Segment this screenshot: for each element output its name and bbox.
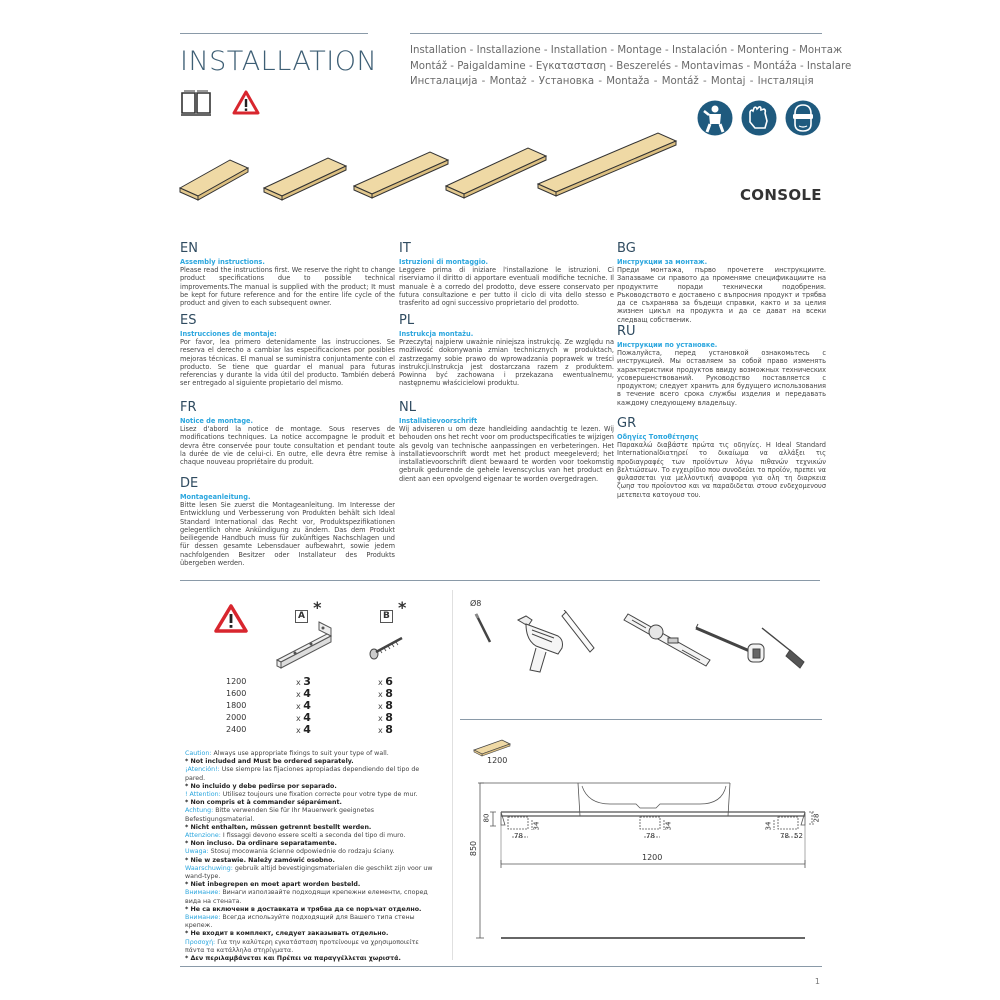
section-gr (617, 417, 826, 499)
times-sign: x (296, 702, 301, 711)
section-body: Przeczytaj najpierw uważnie niniejsza instrukcję. Ze względu na możliwość dokonywania zmian technicznych w produktach, zastrzegamy sobie prawo do wprowadzania poprawek w treści instrukcji.Instrukcja jest dostarczana razem z produktem. Powinna być zachowana i przekazana ewentualnemu, następnemu właścicielowi produktu. (399, 338, 614, 388)
section-body: Wij adviseren u om deze handleiding aandachtig te lezen. Wij behouden ons het recht voor om productspecificaties te wijzigen als gevolg van technische aanpassingen en verbeteringen. Het installatievoorschrift wordt met het product meegeleverd; het installatievoorschrift dient bewaard te worden voor toekomstig gebruik gedurende de gehele levenscyclus van het product en dient aan een opvolgend eigenaar te worden overgedragen. (399, 425, 614, 483)
drill-bit-size: Ø8 (470, 599, 482, 608)
caution-item-it: Attenzione: I fissaggi devono essere scelti a seconda del tipo di muro. * Non incluso. Da ordinare separatamente. (185, 832, 406, 848)
caution-item-ru: Внимание: Всегда используйте подходящий для Вашего типа стены крепеж. * Не входит в комплект, следует заказывать отдельно. (185, 914, 415, 938)
top-rule-left (180, 33, 368, 34)
drill-icon (518, 616, 563, 672)
caution-item-bg: Внимание: Винаги използвайте подходящи крепежни елементи, според вида на стената. * Не са включени в доставката и трябва да се поръчат отделно. (185, 889, 428, 913)
language-line-2: Montáž - Paigaldamine - Εγκατασταση - Beszerelés - Montavimas - Montáža - Instalare (410, 60, 852, 72)
dim-bracket-width-3: 78 (780, 832, 789, 840)
section-heading: Notice de montage. (180, 417, 254, 425)
section-code: RU (617, 324, 636, 339)
caution-item-gr: Προσοχή: Για την καλύτερη εγκατάσταση προτείνουμε να χρησιμοποιείτε πάντα τα κατάλληλα στηρίγματα. * Δεν περιλαμβάνεται και Πρέπει να παραγγέλλεται χωριστά. (185, 938, 419, 963)
warning-icon (232, 90, 260, 120)
tools-rule (460, 719, 822, 720)
not-included-mark: * (313, 598, 322, 617)
page-number: 1 (814, 977, 820, 986)
section-fr (180, 401, 395, 466)
section-it (399, 242, 614, 307)
part-a-letter: A (295, 610, 308, 623)
section-code: NL (399, 400, 416, 415)
shelf-variants-illustration (178, 130, 678, 214)
size-row: 2000 (226, 713, 247, 722)
technical-drawing (460, 780, 830, 954)
section-code: BG (617, 241, 636, 256)
dim-shelf-thickness: 80 (482, 813, 491, 823)
dim-bracket-offset-1: 34 (532, 821, 541, 831)
page-title: INSTALLATION (180, 46, 378, 77)
section-code: DE (180, 476, 199, 491)
quantity-b (378, 676, 393, 736)
safety-glasses-icon (785, 100, 821, 140)
section-body: Пожалуйста, перед установкой ознакомьтесь с инструкцией. Мы оставляем за собой право изменять характеристики продуктов ввиду возможных технических усовершенствований. Руководство поставляется с продуктом; следует хранить для будущего использования в течение всего срока службы изделия и передавать каждому следующему владельцу. (617, 349, 826, 407)
caution-item-pl: Uwaga: Stosuj mocowania ścienne odpowiednie do rodzaju ściany. * Nie w zestawie. Należy zamówić osobno. (185, 848, 395, 864)
tape-measure-icon (696, 624, 764, 662)
part-b-label (380, 598, 407, 623)
size-row: 1600 (226, 689, 247, 698)
section-heading: Instrucciones de montaje: (180, 330, 277, 338)
quantity-a (296, 676, 311, 736)
times-sign: x (296, 714, 301, 723)
times-sign: x (378, 690, 383, 699)
section-de (180, 477, 395, 567)
middle-rule (180, 580, 820, 581)
parts-warning-icon (214, 604, 248, 638)
caution-item-en: Caution: Always use appropriate fixings to suit your type of wall. * Not included and Must be ordered separately. (185, 750, 389, 766)
dim-right-height: 28 (812, 813, 821, 823)
pencil-icon (562, 610, 594, 652)
qty-b-value: 8 (385, 699, 393, 712)
section-code: GR (617, 416, 637, 431)
size-row: 2400 (226, 725, 247, 734)
section-code: IT (399, 241, 411, 256)
section-ru (617, 325, 826, 407)
caution-item-es: ¡Atención!: Use siempre las fijaciones apropiadas dependiendo del tipo de pared. * No incluido y debe pedirse por separado. (185, 766, 420, 790)
section-body: Παρακαλώ διαβάστε πρώτα τις οδηγίες. Η Ideal Standard Internationalδιατηρεί το δικαίωμα να αλλάξει τις προδιαγραφές των προϊόντων λόγω πιθανών τεχνικών βελτιώσεων. Το εγχειρίδιο που συνοδεύει το προϊόν, πρεπει να φυλασσεται για μελλοντική αναφορα για ολη τη διαρκεια ζωησ του προϊοντοσ και να παραδιδεται στουσ ενδεχομενουσ μετεπειτα κατογουσ του. (617, 441, 826, 499)
dim-total-width: 1200 (642, 853, 663, 862)
section-body: Please read the instructions first. We reserve the right to change product specifications due to possible technical improvements.The manual is supplied with the product; It must be kept for future reference and for the entire life cycle of the product and given to each subsequent owner. (180, 266, 395, 308)
section-heading: Οδηγίες Τοποθέτησης (617, 433, 699, 441)
section-pl (399, 314, 614, 388)
dim-bracket-offset-2: 34 (664, 821, 673, 831)
section-heading: Инструкции по установке. (617, 341, 718, 349)
section-body: Leggere prima di iniziare l'installazione le istruzioni. Ci riserviamo il diritto di apportare eventuali modifiche tecniche. Il manuale è a corredo del prodotto, deve essere conservato per futura consultazione e per tutto il ciclo di vita dello stesso e trasferito ad ogni successivo proprietario del prodotto. (399, 266, 614, 308)
dim-bracket-width-1: 78 (514, 832, 523, 840)
section-heading: Инструкции за монтаж. (617, 258, 708, 266)
part-b-letter: B (380, 610, 393, 623)
gloves-icon (741, 100, 777, 140)
section-body: Por favor, lea primero detenidamente las instrucciones. Se reserva el derecho a cambiar las especificaciones por posibles mejoras técnicas. El manual se suministra conjuntamente con el producto. Se tiene que guardar el manual para futuras referencias y durante la vida útil del producto. También deberá ser entregado al siguiente propietario del mismo. (180, 338, 395, 388)
bottom-rule (180, 966, 822, 967)
qty-a-value: 4 (303, 723, 311, 736)
section-code: PL (399, 313, 415, 328)
times-sign: x (296, 678, 301, 687)
times-sign: x (378, 702, 383, 711)
size-row: 1200 (226, 677, 247, 686)
section-code: ES (180, 313, 197, 328)
section-body: Lisez d'abord la notice de montage. Sous reserves de modifications techniques. La notice accompagne le produit et devra être conservée pour toute consultation et pendant toute la durée de vie de celui-ci. En outre, elle devra être remise à chaque nouveau propriétaire du produit. (180, 425, 395, 467)
product-name: CONSOLE (740, 186, 822, 204)
section-bg (617, 242, 826, 324)
screw-icon (368, 636, 404, 664)
qty-b-value: 8 (385, 723, 393, 736)
section-heading: Instrukcja montażu. (399, 330, 474, 338)
language-line-1: Installation - Installazione - Installation - Montage - Instalación - Montering - Монтаж (410, 45, 843, 56)
shelf-size-label: 1200 (487, 756, 508, 765)
qty-b-value: 8 (385, 711, 393, 724)
times-sign: x (378, 726, 383, 735)
times-sign: x (378, 714, 383, 723)
section-en (180, 242, 395, 307)
times-sign: x (378, 678, 383, 687)
not-included-mark: * (397, 598, 407, 617)
section-code: FR (180, 400, 197, 415)
section-body: Bitte lesen Sie zuerst die Montageanleitung. Im Interesse der Entwicklung und Verbesserung von Produkten behält sich Ideal Standard International das Recht vor, Produktspezifikationen gelegentlich ohne Ankündigung zu ändern. Das dem Produkt beiliegende Handbuch muss für zukünftiges Nachschlagen und für dessen gesamte Lebensdauer aufbewahrt, sowie jedem nachfolgenden Besitzer oder Installateur des Produkts übergeben werden. (180, 501, 395, 568)
dim-bracket-width-2: 78 (646, 832, 655, 840)
section-body: Преди монтажа, първо прочетете инструкциите. Запазваме си правото да променяме спецификациите на продуктите поради технически подобрения. Ръководството е доставено с въпросния продукт и трябва да се съхранява за бъдещи справки, както и за целия жизнен цикъл на продукта и да се дават на всеки следващ собственик. (617, 266, 826, 324)
top-rule-right (410, 33, 822, 34)
qty-a-value: 3 (303, 675, 311, 688)
caution-item-nl: Waarschuwing: gebruik altijd bevestigingsmaterialen die geschikt zijn voor uw wand-type. * Niet inbegrepen en moet apart worden besteld. (185, 864, 433, 889)
column-divider (452, 590, 453, 960)
protective-clothing-icon (697, 100, 733, 140)
caution-item-de: Achtung: Bitte verwenden Sie für Ihr Mauerwerk geeignetes Befestigungsmaterial. * Nicht enthalten, müssen getrennt bestellt werden. (185, 807, 375, 831)
times-sign: x (296, 690, 301, 699)
qty-a-value: 4 (303, 687, 311, 700)
qty-b-value: 8 (385, 687, 393, 700)
section-heading: Installatievoorschrift (399, 417, 478, 425)
caution-item-fr: ! Attention: Utilisez toujours une fixation correcte pour votre type de mur. * Non compris et à commander séparément. (185, 791, 418, 807)
book-icon (180, 90, 212, 120)
language-list (410, 43, 852, 90)
language-line-3: Инсталација - Montaż - Установка - Montaža - Montáž - Montaj - Інсталяція (410, 76, 814, 88)
drill-bit-icon (476, 614, 490, 642)
section-code: EN (180, 241, 198, 256)
size-row: 1800 (226, 701, 247, 710)
qty-a-value: 4 (303, 699, 311, 712)
section-heading: Assembly instructions. (180, 258, 265, 266)
spirit-level-icon (624, 614, 710, 666)
caution-notes (185, 750, 440, 963)
quantity-sizes (226, 676, 246, 736)
dim-height: 850 (469, 840, 479, 857)
section-es (180, 314, 395, 388)
qty-a-value: 4 (303, 711, 311, 724)
times-sign: x (296, 726, 301, 735)
dim-bracket-offset-3: 34 (764, 821, 773, 831)
tools-illustration (470, 610, 830, 694)
qty-b-value: 6 (385, 675, 393, 688)
section-heading: Istruzioni di montaggio. (399, 258, 489, 266)
section-nl (399, 401, 614, 483)
screwdriver-icon (762, 628, 804, 668)
wall-bracket-icon (275, 620, 337, 674)
section-heading: Montageanleitung. (180, 493, 251, 501)
dim-right-offset: 52 (794, 832, 803, 840)
